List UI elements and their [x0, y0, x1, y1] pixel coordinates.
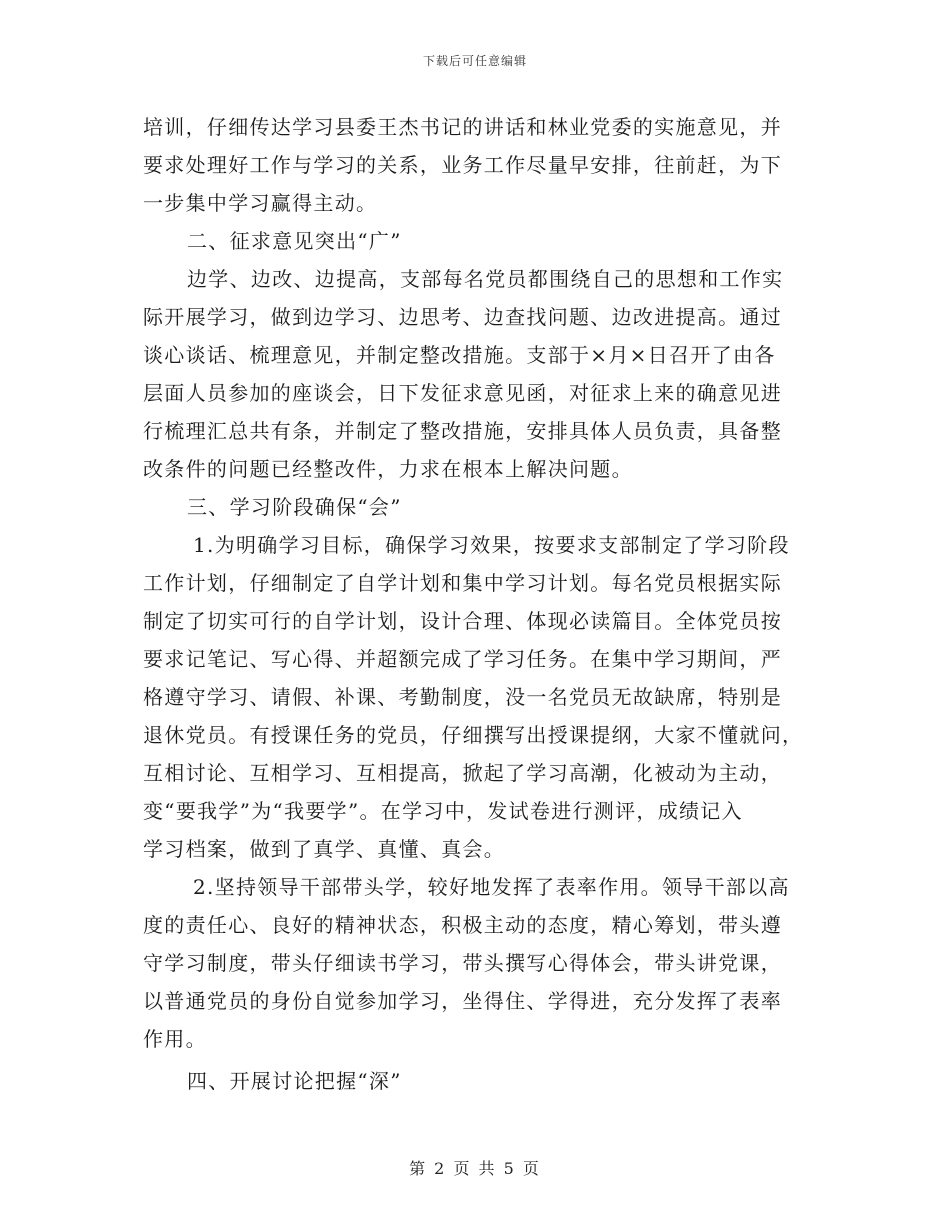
paragraph-line: 以普通党员的身份自觉参加学习，坐得住、学得进，充分发挥了表率: [143, 989, 782, 1013]
paragraph-line: 度的责任心、良好的精神状态，积极主动的态度，精心筹划，带头遵: [143, 913, 782, 937]
document-body: [143, 108, 808, 1100]
paragraph-line: 作用。: [143, 1027, 207, 1051]
paragraph-line: 际开展学习，做到边学习、边思考、边查找问题、边改进提高。通过: [143, 305, 782, 329]
paragraph-line: 边学、边改、边提高，支部每名党员都围绕自己的思想和工作实: [187, 267, 784, 291]
page-number-footer: 第 2 页 共 5 页: [409, 1159, 541, 1178]
paragraph-line: 工作计划，仔细制定了自学计划和集中学习计划。每名党员根据实际: [143, 571, 782, 595]
paragraph-line: 变“要我学”为“我要学”。在学习中，发试卷进行测评，成绩记入: [143, 799, 743, 823]
paragraph-line: 层面人员参加的座谈会，日下发征求意见函，对征求上来的确意见进: [143, 381, 782, 405]
paragraph-line: 行梳理汇总共有条，并制定了整改措施，安排具体人员负责，具备整: [143, 419, 782, 443]
paragraph-line: 守学习制度，带头仔细读书学习，带头撰写心得体会，带头讲党课，: [143, 951, 782, 975]
paragraph-line: 互相讨论、互相学习、互相提高，掀起了学习高潮，化被动为主动，: [143, 761, 782, 785]
paragraph-line: 2.坚持领导干部带头学，较好地发挥了表率作用。领导干部以高: [193, 875, 790, 899]
paragraph-line: 谈心谈话、梳理意见，并制定整改措施。支部于×月×日召开了由各: [143, 343, 776, 367]
section-heading-3: 三、学习阶段确保“会”: [187, 495, 402, 519]
section-heading-2: 二、征求意见突出“广”: [187, 229, 402, 253]
header-note: 下载后可任意编辑: [422, 54, 527, 68]
paragraph-line: 1.为明确学习目标，确保学习效果，按要求支部制定了学习阶段: [193, 533, 790, 557]
paragraph-line: 要求处理好工作与学习的关系，业务工作尽量早安排，往前赶，为下: [143, 153, 782, 177]
paragraph-line: 学习档案，做到了真学、真懂、真会。: [143, 837, 506, 861]
paragraph-line: 一步集中学习赢得主动。: [143, 191, 378, 215]
paragraph-line: 要求记笔记、写心得、并超额完成了学习任务。在集中学习期间，严: [143, 647, 782, 671]
paragraph-line: 培训，仔细传达学习县委王杰书记的讲话和林业党委的实施意见，并: [143, 115, 782, 139]
paragraph-line: 退休党员。有授课任务的党员，仔细撰写出授课提纲，大家不懂就问，: [143, 723, 804, 747]
paragraph-line: 制定了切实可行的自学计划，设计合理、体现必读篇目。全体党员按: [143, 609, 782, 633]
section-heading-4: 四、开展讨论把握“深”: [187, 1069, 402, 1093]
paragraph-line: 改条件的问题已经整改件，力求在根本上解决问题。: [143, 457, 633, 481]
paragraph-line: 格遵守学习、请假、补课、考勤制度，没一名党员无故缺席，特别是: [143, 685, 782, 709]
